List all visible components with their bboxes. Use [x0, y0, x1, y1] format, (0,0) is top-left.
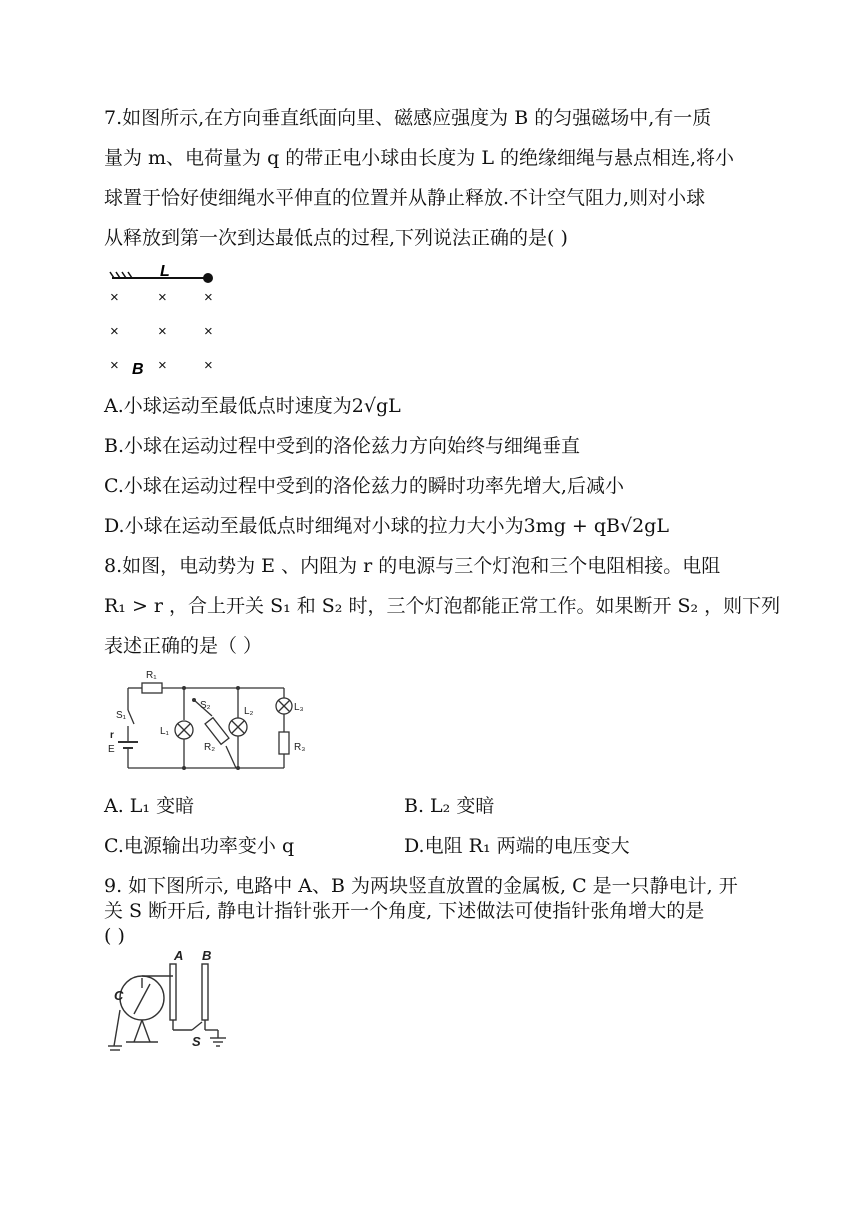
label-r: r [110, 730, 114, 741]
field-mark: × [110, 323, 119, 340]
label-S1: S₁ [116, 710, 127, 721]
field-mark: × [158, 357, 167, 374]
label-L: L [160, 263, 170, 280]
label-R3: R₃ [294, 742, 306, 753]
label-L3: L₃ [294, 702, 304, 713]
label-C: C [114, 988, 124, 1003]
q7-option-c: C.小球在运动过程中受到的洛伦兹力的瞬时功率先增大,后减小 [104, 475, 624, 497]
q8-circuit-figure [104, 664, 324, 776]
q7-magnetic-field-figure [104, 262, 234, 382]
q7-option-d: D.小球在运动至最低点时细绳对小球的拉力大小为3mg + qB√2gL [104, 515, 669, 537]
q9-stem-line-3: ( ) [104, 925, 125, 947]
label-A: A [174, 950, 184, 963]
q8-option-b: B. L₂ 变暗 [404, 795, 495, 817]
q9-stem-line-1: 9. 如下图所示, 电路中 A、B 为两块竖直放置的金属板, C 是一只静电计, 开 [104, 875, 738, 897]
label-R2: R₂ [204, 742, 216, 753]
q8-stem-line-2: R₁ > r ，合上开关 S₁ 和 S₂ 时，三个灯泡都能正常工作。如果断开 S₂ ，则下列 [104, 595, 781, 617]
field-mark: × [158, 323, 167, 340]
q8-option-c: C.电源输出功率变小 q [104, 835, 295, 857]
q9-stem-line-2: 关 S 断开后, 静电计指针张开一个角度, 下述做法可使指针张角增大的是 [104, 900, 705, 922]
ball [203, 273, 213, 283]
label-B: B [132, 361, 144, 378]
field-mark: × [110, 289, 119, 306]
q8-stem-line-1: 8.如图，电动势为 E 、内阻为 r 的电源与三个灯泡和三个电阻相接。电阻 [104, 555, 721, 577]
label-S2: S₂ [200, 700, 211, 711]
field-mark: × [158, 289, 167, 306]
field-mark: × [110, 357, 119, 374]
label-B: B [202, 950, 212, 963]
field-mark: × [204, 357, 213, 374]
q8-stem-line-3: 表述正确的是（ ） [104, 635, 263, 657]
q7-stem-line-4: 从释放到第一次到达最低点的过程,下列说法正确的是( ) [104, 227, 568, 249]
label-R1: R₁ [146, 670, 157, 681]
label-S: S [192, 1034, 201, 1049]
q9-electrometer-figure [104, 950, 244, 1062]
label-L1: L₁ [160, 726, 169, 737]
field-mark: × [204, 323, 213, 340]
q7-stem-line-2: 量为 m、电荷量为 q 的带正电小球由长度为 L 的绝缘细绳与悬点相连,将小 [104, 147, 735, 169]
label-E: E [108, 744, 115, 755]
q8-option-d: D.电阻 R₁ 两端的电压变大 [404, 835, 630, 857]
q7-option-a: A.小球运动至最低点时速度为2√gL [104, 395, 401, 417]
q7-stem-line-1: 7.如图所示,在方向垂直纸面向里、磁感应强度为 B 的匀强磁场中,有一质 [104, 107, 712, 129]
label-L2: L₂ [244, 706, 254, 717]
field-mark: × [204, 289, 213, 306]
q8-option-a: A. L₁ 变暗 [104, 795, 195, 817]
q7-stem-line-3: 球置于恰好使细绳水平伸直的位置并从静止释放.不计空气阻力,则对小球 [104, 187, 706, 209]
q7-option-b: B.小球在运动过程中受到的洛伦兹力方向始终与细绳垂直 [104, 435, 581, 457]
